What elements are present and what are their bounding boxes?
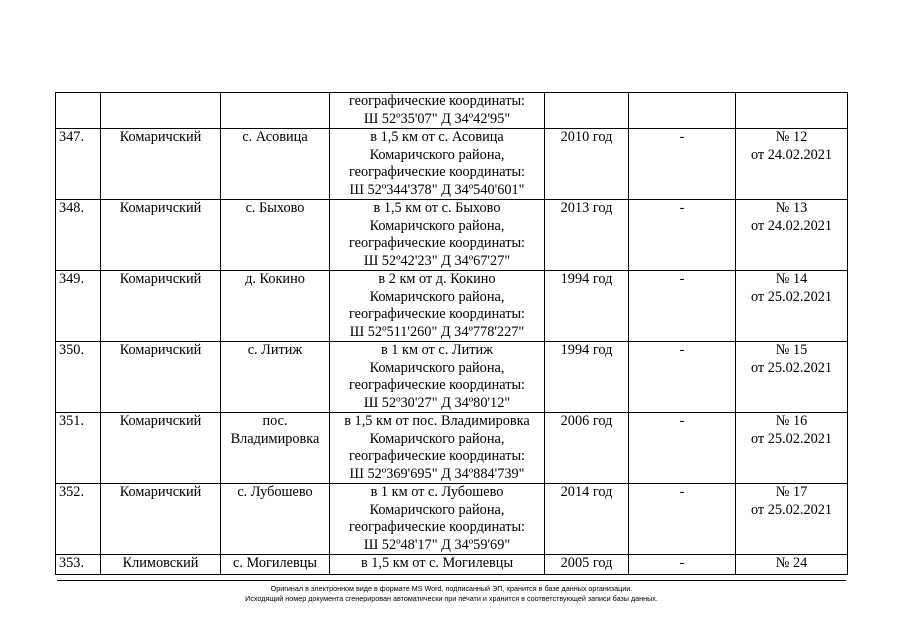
cell-note: -: [629, 413, 736, 484]
cell-number: 353.: [56, 555, 101, 575]
cell-year: 2014 год: [545, 484, 629, 555]
table-row: [56, 342, 848, 413]
cell-year: [545, 93, 629, 129]
cell-number: 349.: [56, 271, 101, 342]
cell-note: -: [629, 484, 736, 555]
cell-location-line: в 1,5 км от с. Быхово: [373, 200, 501, 216]
cell-settlement-line: пос.: [262, 413, 288, 429]
cell-settlement: [221, 484, 330, 555]
cell-location-line: Ш 52º369'695" Д 34º884'739": [349, 465, 525, 482]
cell-note: -: [629, 271, 736, 342]
cell-location: [330, 413, 545, 484]
cell-document-line: от 25.02.2021: [750, 501, 833, 518]
registry-table: [55, 92, 848, 575]
cell-number: 351.: [56, 413, 101, 484]
cell-settlement-line: с. Быхово: [245, 200, 305, 216]
registry-table-body: [56, 93, 848, 575]
table-row: [56, 555, 848, 575]
cell-document-line: № 13: [775, 200, 808, 216]
cell-document: [736, 342, 848, 413]
cell-settlement: [221, 271, 330, 342]
cell-district: Комаричский: [101, 129, 221, 200]
cell-location: [330, 555, 545, 575]
cell-document: [736, 413, 848, 484]
cell-document-line: № 15: [775, 342, 808, 358]
table-row: [56, 93, 848, 129]
cell-district: Комаричский: [101, 413, 221, 484]
cell-document: [736, 93, 848, 129]
cell-document-line: от 25.02.2021: [750, 288, 833, 305]
footer-line-1: Оригинал в электронном виде в формате MS Word, подписанный ЭП, хранится в базе данных организации.: [270, 584, 633, 593]
cell-number: 347.: [56, 129, 101, 200]
cell-location: [330, 200, 545, 271]
cell-settlement-line: д. Кокино: [245, 271, 305, 287]
cell-document-line: № 14: [775, 271, 808, 287]
cell-document: [736, 200, 848, 271]
cell-location-line: Ш 52º344'378" Д 34º540'601": [349, 181, 525, 198]
cell-note: [629, 93, 736, 129]
cell-location-line: Комаричского района,: [369, 288, 505, 305]
cell-number: 350.: [56, 342, 101, 413]
cell-location-line: в 1 км от с. Лубошево: [370, 484, 504, 500]
cell-location-line: Ш 52º511'260" Д 34º778'227": [349, 323, 525, 340]
cell-district: Климовский: [101, 555, 221, 575]
cell-settlement: [221, 342, 330, 413]
cell-settlement-line: с. Могилевцы: [232, 555, 317, 571]
cell-settlement: [221, 129, 330, 200]
cell-number: [56, 93, 101, 129]
cell-settlement-line: с. Литиж: [247, 342, 303, 358]
table-row: [56, 200, 848, 271]
cell-document-line: от 24.02.2021: [750, 146, 833, 163]
cell-location-line: Комаричского района,: [369, 430, 505, 447]
cell-note: -: [629, 342, 736, 413]
cell-location-line: Ш 52º48'17" Д 34º59'69": [363, 536, 511, 553]
cell-district: Комаричский: [101, 484, 221, 555]
footer-line-2: Исходящий номер документа сгенерирован автоматически при печати и хранится в соответствующей записи базы данных.: [245, 593, 658, 603]
cell-document: [736, 484, 848, 555]
cell-location-line: в 1,5 км от с. Асовица: [370, 129, 504, 145]
cell-location-line: Комаричского района,: [369, 217, 505, 234]
cell-year: 2013 год: [545, 200, 629, 271]
cell-settlement: [221, 93, 330, 129]
document-footer: [57, 580, 846, 603]
cell-document-line: от 25.02.2021: [750, 430, 833, 447]
cell-number: 352.: [56, 484, 101, 555]
cell-location-line: географические координаты:: [348, 93, 526, 109]
cell-district: Комаричский: [101, 200, 221, 271]
cell-document: [736, 271, 848, 342]
cell-location: [330, 129, 545, 200]
cell-location-line: Комаричского района,: [369, 146, 505, 163]
cell-note: -: [629, 129, 736, 200]
cell-location: [330, 93, 545, 129]
cell-location-line: Комаричского района,: [369, 501, 505, 518]
cell-location: [330, 342, 545, 413]
cell-location-line: географические координаты:: [348, 448, 526, 464]
cell-location: [330, 271, 545, 342]
cell-location: [330, 484, 545, 555]
cell-location-line: географические координаты:: [348, 235, 526, 251]
cell-document-line: № 17: [775, 484, 808, 500]
cell-district: Комаричский: [101, 342, 221, 413]
cell-document: [736, 129, 848, 200]
cell-year: 2006 год: [545, 413, 629, 484]
cell-document-line: № 12: [775, 129, 808, 145]
cell-year: 2005 год: [545, 555, 629, 575]
cell-document-line: № 24: [775, 555, 808, 571]
cell-location-line: географические координаты:: [348, 519, 526, 535]
cell-settlement-line: Владимировка: [230, 430, 320, 447]
cell-year: 1994 год: [545, 271, 629, 342]
cell-year: 2010 год: [545, 129, 629, 200]
cell-settlement-line: с. Асовица: [242, 129, 308, 145]
cell-settlement: [221, 413, 330, 484]
cell-settlement-line: с. Лубошево: [237, 484, 313, 500]
cell-location-line: Комаричского района,: [369, 359, 505, 376]
table-row: [56, 271, 848, 342]
cell-location-line: в 1,5 км от пос. Владимировка: [344, 413, 530, 429]
cell-note: -: [629, 200, 736, 271]
cell-document-line: № 16: [775, 413, 808, 429]
cell-location-line: в 1,5 км от с. Могилевцы: [360, 555, 514, 571]
table-row: [56, 413, 848, 484]
table-row: [56, 129, 848, 200]
cell-district: Комаричский: [101, 271, 221, 342]
cell-note: -: [629, 555, 736, 575]
cell-document-line: от 24.02.2021: [750, 217, 833, 234]
cell-location-line: в 2 км от д. Кокино: [378, 271, 496, 287]
cell-location-line: географические координаты:: [348, 377, 526, 393]
cell-location-line: Ш 52º30'27" Д 34º80'12": [363, 394, 511, 411]
cell-location-line: в 1 км от с. Литиж: [380, 342, 493, 358]
cell-document-line: от 25.02.2021: [750, 359, 833, 376]
cell-district: [101, 93, 221, 129]
cell-location-line: географические координаты:: [348, 306, 526, 322]
cell-settlement: [221, 200, 330, 271]
table-row: [56, 484, 848, 555]
cell-year: 1994 год: [545, 342, 629, 413]
cell-location-line: Ш 52º42'23" Д 34º67'27": [363, 252, 511, 269]
cell-document: [736, 555, 848, 575]
cell-location-line: географические координаты:: [348, 164, 526, 180]
cell-settlement: [221, 555, 330, 575]
cell-location-line: Ш 52º35'07" Д 34º42'95": [363, 110, 511, 127]
cell-number: 348.: [56, 200, 101, 271]
